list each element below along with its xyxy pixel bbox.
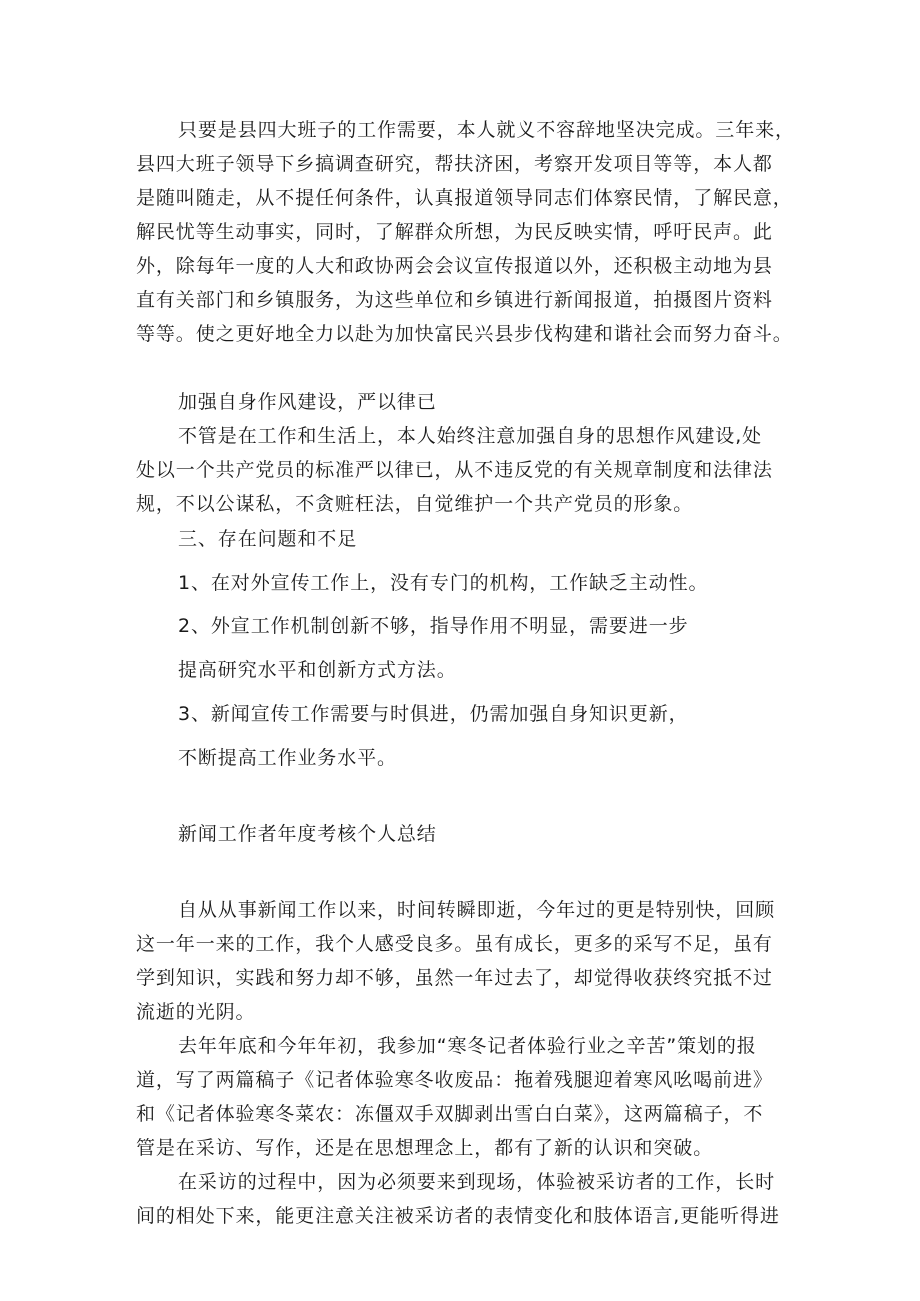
paragraph-line: 处以一个共产党员的标准严以律已，从不违反党的有关规章制度和法律法 (136, 459, 773, 481)
paragraph-line: 间的相处下来，能更注意关注被采访者的表情变化和肢体语言,更能听得进 (136, 1205, 780, 1227)
section-heading: 加强自身作风建设，严以律已 (178, 391, 437, 413)
section-heading: 三、存在问题和不足 (178, 528, 358, 550)
list-item: 1、在对外宣传工作上，没有专门的机构，工作缺乏主动性。 (178, 572, 709, 594)
paragraph-line: 只要是县四大班子的工作需要，本人就义不容辞地坚决完成。三年来， (178, 119, 795, 141)
paragraph-line: 去年年底和今年年初，我参加“寒冬记者体验行业之辛苦”策划的报 (178, 1035, 757, 1057)
paragraph-line: 在采访的过程中，因为必须要来到现场，体验被采访者的工作，长时 (178, 1171, 776, 1193)
list-item: 2、外宣工作机制创新不够，指导作用不明显，需要进一步 (178, 615, 689, 637)
list-item: 3、新闻宣传工作需要与时俱进，仍需加强自身知识更新， (178, 703, 689, 725)
paragraph-line: 解民忧等生动事实，同时，了解群众所想，为民反映实情，呼吁民声。此 (136, 221, 773, 243)
paragraph-line: 县四大班子领导下乡搞调查研究，帮扶济困，考察开发项目等等，本人都 (136, 153, 773, 175)
paragraph-line: 等等。使之更好地全力以赴为加快富民兴县步伐构建和谐社会而努力奋斗。 (136, 323, 793, 345)
paragraph-line: 自从从事新闻工作以来，时间转瞬即逝，今年过的更是特别快，回顾 (178, 899, 776, 921)
paragraph-line: 规，不以公谋私，不贪赃枉法，自觉维护一个共产党员的形象。 (136, 493, 694, 515)
article-title: 新闻工作者年度考核个人总结 (178, 823, 437, 845)
list-item-continuation: 不断提高工作业务水平。 (178, 747, 397, 769)
paragraph-line: 是随叫随走，从不提任何条件，认真报道领导同志们体察民情，了解民意， (136, 187, 793, 209)
list-item-continuation: 提高研究水平和创新方式方法。 (178, 659, 457, 681)
paragraph-line: 这一年一来的工作，我个人感受良多。虽有成长，更多的采写不足，虽有 (136, 933, 773, 955)
paragraph-line: 流逝的光阴。 (136, 1001, 256, 1023)
paragraph-line: 道，写了两篇稿子《记者体验寒冬收废品：拖着残腿迎着寒风吆喝前进》 (136, 1069, 773, 1091)
paragraph-line: 管是在采访、写作，还是在思想理念上，都有了新的认识和突破。 (136, 1137, 714, 1159)
paragraph-line: 不管是在工作和生活上，本人始终注意加强自身的思想作风建设,处 (178, 425, 763, 447)
paragraph-line: 直有关部门和乡镇服务，为这些单位和乡镇进行新闻报道，拍摄图片资料 (136, 289, 773, 311)
paragraph-line: 外，除每年一度的人大和政协两会会议宣传报道以外，还积极主动地为县 (136, 255, 773, 277)
paragraph-line: 学到知识，实践和努力却不够，虽然一年过去了，却觉得收获终究抵不过 (136, 967, 773, 989)
paragraph-line: 和《记者体验寒冬菜农：冻僵双手双脚剥出雪白白菜》，这两篇稿子，不 (136, 1103, 764, 1125)
